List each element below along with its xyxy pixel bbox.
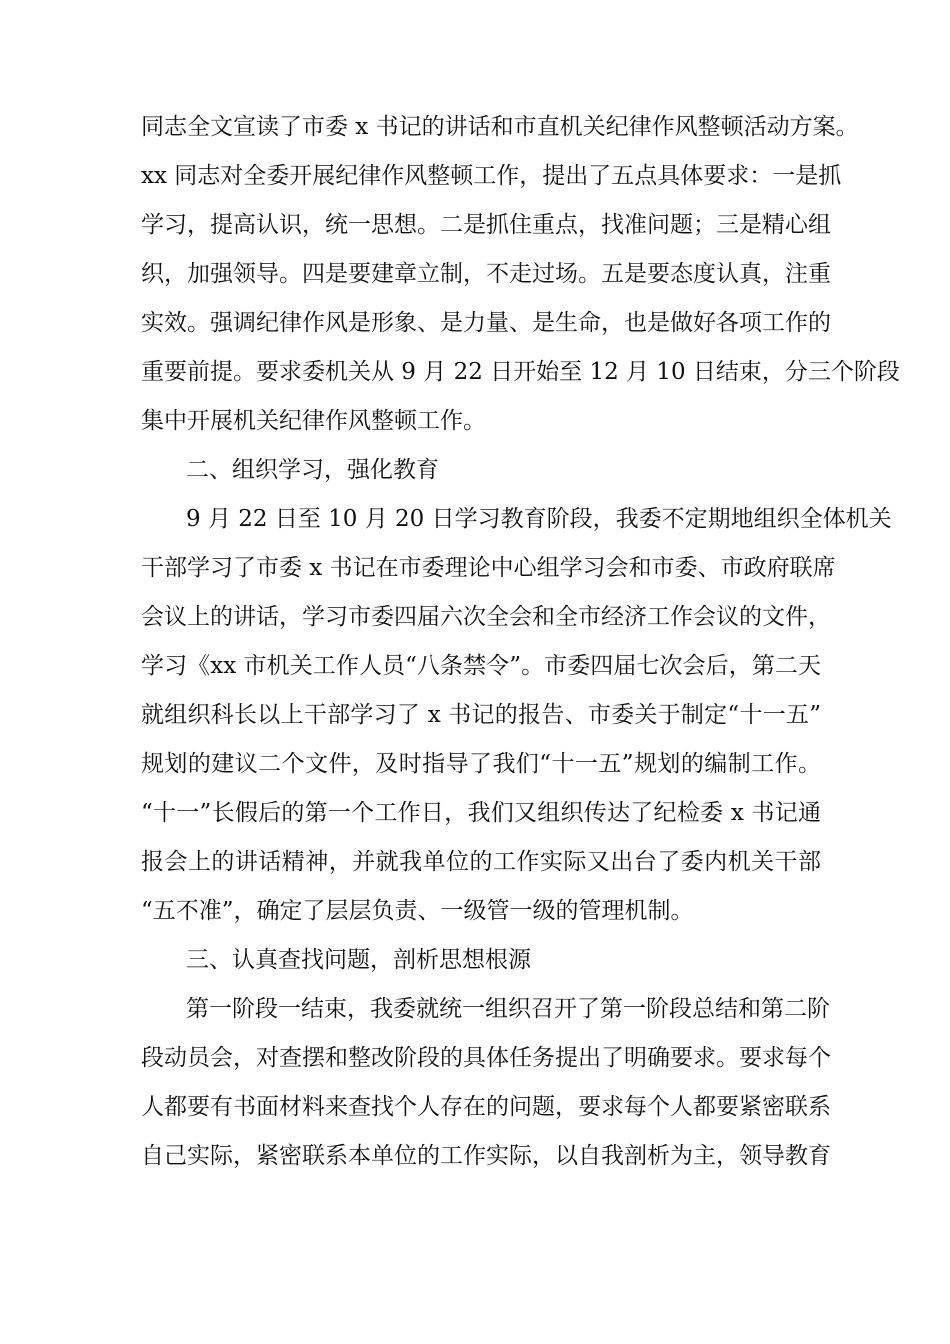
text-line: xx 同志对全委开展纪律作风整顿工作，提出了五点具体要求：一是抓: [141, 163, 842, 189]
text-line: 集中开展机关纪律作风整顿工作。: [141, 408, 486, 434]
text-line: 自己实际，紧密联系本单位的工作实际，以自我剖析为主，领导教育: [141, 1143, 831, 1169]
text-line: 就组织科长以上干部学习了 x 书记的报告、市委关于制定“十一五”: [141, 702, 821, 728]
text-line: 报会上的讲话精神，并就我单位的工作实际又出台了委内机关干部: [141, 849, 821, 875]
text-line: 规划的建议二个文件，及时指导了我们“十一五”规划的编制工作。: [141, 751, 821, 777]
text-line: 重要前提。要求委机关从 9 月 22 日开始至 12 月 10 日结束，分三个阶段: [141, 359, 900, 385]
text-line: 会议上的讲话，学习市委四届六次全会和全市经济工作会议的文件，: [141, 604, 831, 630]
text-line: 实效。强调纪律作风是形象、是力量、是生命，也是做好各项工作的: [141, 310, 831, 336]
text-line: 同志全文宣读了市委 x 书记的讲话和市直机关纪律作风整顿活动方案。: [141, 114, 859, 140]
text-line: 学习《xx 市机关工作人员“八条禁令”。市委四届七次会后，第二天: [141, 653, 821, 679]
text-line: 人都要有书面材料来查找个人存在的问题，要求每个人都要紧密联系: [141, 1094, 831, 1120]
paragraph-start-line: 第一阶段一结束，我委就统一组织召开了第一阶段总结和第二阶: [186, 996, 830, 1022]
text-line: 段动员会，对查摆和整改阶段的具体任务提出了明确要求。要求每个: [141, 1045, 831, 1071]
text-line: 学习，提高认识，统一思想。二是抓住重点，找准问题；三是精心组: [141, 212, 831, 238]
paragraph-start-line: 9 月 22 日至 10 月 20 日学习教育阶段，我委不定期地组织全体机关: [186, 506, 892, 532]
text-line: “十一”长假后的第一个工作日，我们又组织传达了纪检委 x 书记通: [141, 800, 821, 826]
text-line: 干部学习了市委 x 书记在市委理论中心组学习会和市委、市政府联席: [141, 555, 836, 581]
text-line: 织，加强领导。四是要建章立制，不走过场。五是要态度认真，注重: [141, 261, 831, 287]
text-line: “五不准”，确定了层层负责、一级管一级的管理机制。: [141, 898, 694, 924]
section-heading-3: 三、认真查找问题，剖析思想根源: [186, 947, 531, 973]
section-heading-2: 二、组织学习，强化教育: [186, 457, 439, 483]
